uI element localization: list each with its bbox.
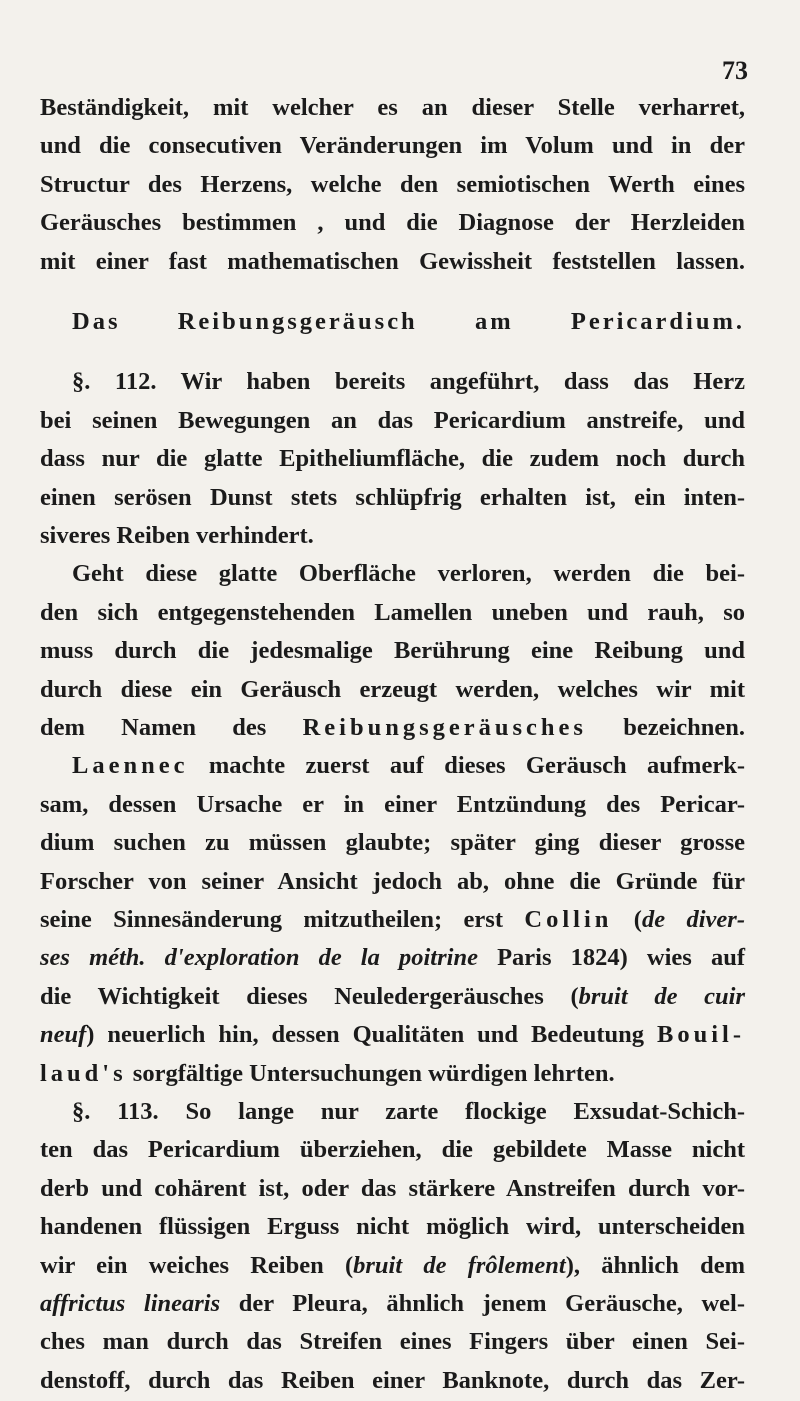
text-line: muss durch die jedesmalige Berührung eine Reibung und [40,637,745,665]
text-line: §. 112. Wir haben bereits angeführt, dass das Herz [72,368,745,396]
text-line: wir ein weiches Reiben (bruit de frôlement), ähnlich dem [40,1251,746,1279]
text-line: Laennec machte zuerst auf dieses Geräusch aufmerk- [72,752,745,780]
text-line: einen serösen Dunst stets schlüpfrig erhalten ist, ein inten- [40,483,745,511]
text-line: dem Namen des Reibungsgeräusches bezeichnen. [40,714,746,741]
text-line: bei seinen Bewegungen an das Pericardium anstreife, und [40,406,745,434]
text-line: handenen flüssigen Erguss nicht möglich wird, unterscheiden [40,1213,745,1241]
text-line: denstoff, durch das Reiben einer Banknote, durch das Zer- [40,1366,745,1394]
spaced-term: Reibungsgeräusches [302,714,587,741]
text-line: laud's sorgfältige Untersuchungen würdigen lehrten. [40,1059,615,1087]
text-line: dass nur die glatte Epitheliumfläche, die zudem noch durch [40,445,745,473]
author-name: Collin [524,906,613,933]
italic-term: neuf [40,1021,87,1049]
text-line: derb und cohärent ist, oder das stärkere Anstreifen durch vor- [40,1174,745,1202]
text-line: Geht diese glatte Oberfläche verloren, werden die bei- [72,560,745,588]
italic-term: affrictus linearis [40,1290,221,1317]
author-name: laud's [40,1059,127,1087]
text-line: ten das Pericardium überziehen, die gebildete Masse nicht [40,1136,745,1164]
text-line: Beständigkeit, mit welcher es an dieser Stelle verharret, [40,94,745,121]
text-line: dium suchen zu müssen glaubte; später ging dieser grosse [40,829,745,857]
text-line: und die consecutiven Veränderungen im Volum und in der [40,132,745,160]
text-line: neuf) neuerlich hin, dessen Qualitäten und Bedeutung Bouil- [40,1021,745,1049]
italic-term: bruit de frôlement [353,1251,566,1279]
text-line: sam, dessen Ursache er in einer Entzündung des Pericar- [40,790,745,818]
author-name: Laennec [72,752,189,780]
italic-term: bruit de cuir [578,982,745,1010]
italic-title: de diver- [641,906,745,933]
text-line: siveres Reiben verhindert. [40,522,314,549]
text-line: mit einer fast mathematischen Gewissheit feststellen lassen. [40,247,745,275]
section-heading: Das Reibungsgeräusch am Pericardium. [72,308,745,335]
text-line: §. 113. So lange nur zarte flockige Exsudat-Schich- [72,1098,745,1125]
text-line: die Wichtigkeit dieses Neuledergeräusches (bruit de cuir [40,982,745,1010]
text-line: Structur des Herzens, welche den semiotischen Werth eines [40,170,745,198]
author-name: Bouil- [657,1021,745,1049]
text-line: affrictus linearis der Pleura, ähnlich jenem Geräusche, wel- [40,1290,746,1317]
italic-title: ses méth. d'exploration de la poitrine [40,944,478,972]
text-line: Forscher von seiner Ansicht jedoch ab, ohne die Gründe für [40,867,745,895]
text-line: seine Sinnesänderung mitzutheilen; erst Collin (de diver- [40,906,745,933]
page-number: 73 [722,56,748,85]
text-line: ches man durch das Streifen eines Fingers über einen Sei- [40,1328,745,1356]
text-line: Geräusches bestimmen , und die Diagnose der Herzleiden [40,209,745,237]
text-line: ses méth. d'exploration de la poitrine Paris 1824) wies auf [40,944,745,972]
text-line: durch diese ein Geräusch erzeugt werden, welches wir mit [40,675,745,703]
text-line: den sich entgegenstehenden Lamellen uneben und rauh, so [40,598,745,626]
